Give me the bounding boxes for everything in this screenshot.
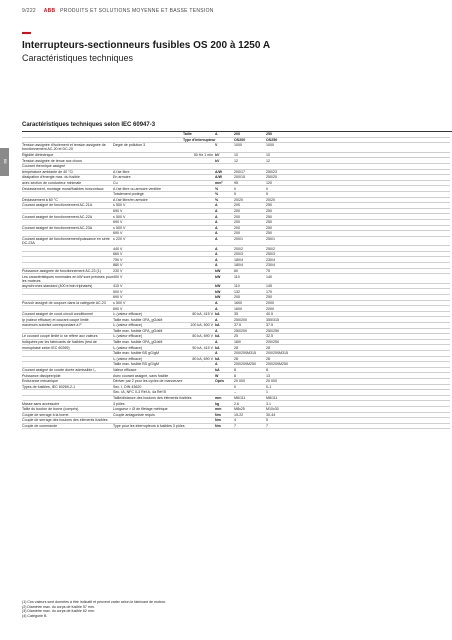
table-cell: 230/4 xyxy=(266,257,450,263)
table-cell: A xyxy=(215,219,234,225)
table-cell: Dériver par 2 pour les cycles de manoeuvre xyxy=(113,379,183,384)
table-cell: mm² xyxy=(215,180,234,186)
table-cell: 2000 xyxy=(266,306,450,312)
footnote: (2) Diamètre max. du corps de fusible 57 mm. xyxy=(22,604,95,609)
table-cell: Iₚ (valeur efficace) xyxy=(113,345,183,351)
table-cell: Opés xyxy=(215,378,234,384)
table-cell: A xyxy=(215,362,234,368)
table-cell: 250/200 xyxy=(234,317,266,323)
table-cell: 230 V xyxy=(113,268,183,274)
table-cell: 1600 xyxy=(234,306,266,312)
table-cell: Couple antagoniste requis xyxy=(113,412,183,418)
accent-bar xyxy=(22,32,31,34)
table-cell: 180/4 xyxy=(234,263,266,269)
table-cell: kg xyxy=(215,401,234,407)
table-cell: A xyxy=(215,306,234,312)
table-cell: 80 kA, 690 V xyxy=(183,334,215,340)
table-cell: mm xyxy=(215,406,234,412)
table-cell: A xyxy=(215,257,234,263)
table-cell: température ambiante de 40 °C/ xyxy=(22,169,113,175)
table-cell: Courant assigné de fonctionnement AC-21A xyxy=(22,203,113,209)
table-cell: Déclassement, montage mural/fusibles horizontaux xyxy=(22,186,113,192)
table-cell: 20 000 xyxy=(266,378,450,384)
table-cell: 8 xyxy=(234,367,266,373)
table-cell: kA xyxy=(215,323,234,329)
table-cell: Couple de serrage à la borne xyxy=(22,412,113,418)
table-cell: Sec. I, DIN 43620 xyxy=(113,384,183,390)
table-cell: Valeur efficace xyxy=(113,367,183,373)
table-cell: 32.5 xyxy=(266,334,450,340)
table-cell: kV xyxy=(215,158,234,164)
table-cell: A xyxy=(215,251,234,257)
table-cell: 690 V xyxy=(113,295,183,301)
table-cell: 250/3 xyxy=(266,251,450,257)
table-cell: 200/200M250 xyxy=(234,362,266,368)
table-cell: Totalement protégé xyxy=(113,191,183,197)
brand-logo: ABB xyxy=(43,8,56,14)
table-cell: asynchrones standard (400 tr/min triphasés) xyxy=(22,283,113,289)
table-cell: Type pour les interrupteurs à fusibles 3 pôles xyxy=(113,423,185,428)
table-cell: mm xyxy=(215,395,234,401)
table-cell: 690 V xyxy=(113,306,183,312)
table-cell: Longueur × Ø de filetage métrique xyxy=(113,406,183,412)
table-cell: 200/200M315 xyxy=(266,350,450,356)
table-cell: Courant assigné de fonctionnement AC-22A xyxy=(22,214,113,220)
table-cell: 200/17 xyxy=(234,169,266,175)
table-cell: 230/4 xyxy=(266,263,450,269)
table-cell: Taille xyxy=(183,132,215,137)
table-cell: A l'air libre ou armoire ventilée xyxy=(113,186,183,192)
table-cell: 170 xyxy=(266,289,450,295)
table-cell: 200/3 xyxy=(234,251,266,257)
table-cell: Type d'interrupteur xyxy=(183,137,216,142)
table-cell: 200 xyxy=(234,225,266,231)
table-cell: Taille max. fusible BS gG/gM xyxy=(113,350,183,356)
table-cell: 28 xyxy=(266,356,450,362)
table-cell: 250 xyxy=(266,295,450,301)
table-cell: ≤ 500 V xyxy=(113,300,183,306)
table-cell: Nm xyxy=(215,423,234,429)
table-cell: 120 xyxy=(266,180,450,186)
table-cell: A xyxy=(215,339,234,345)
table-cell: M8/111 xyxy=(266,395,450,401)
table-cell: kA xyxy=(215,367,234,373)
table-cell: 200 xyxy=(234,219,266,225)
table-cell: 250 xyxy=(266,225,450,231)
table-cell: 400 V xyxy=(113,274,183,284)
footnote: (1) Ces valeurs sont données à titre indicatif et peuvent varier selon le fabricant de moteur. xyxy=(22,600,167,604)
table-cell: Taille du bouton de borne (compris) xyxy=(22,406,113,412)
table-cell: ≤ 500 V xyxy=(113,225,183,231)
table-cell: Iₚ (valeur efficace) xyxy=(113,356,183,362)
table-cell: Iₚ (valeur efficace) xyxy=(113,311,183,317)
footnote: (4) Catégorie B. xyxy=(22,613,48,618)
table-cell: 200 xyxy=(234,231,266,237)
table-cell: 95 xyxy=(234,180,266,186)
table-row xyxy=(22,274,450,284)
table-cell: 4 xyxy=(234,418,266,424)
table-cell: Taille max. fusible BS gG/gM xyxy=(113,362,183,368)
table-cell: 200 xyxy=(234,132,266,137)
table-cell: 200 xyxy=(234,203,266,209)
table-cell: dissipation d'énergie max. du fusible xyxy=(22,175,113,181)
table-row xyxy=(22,423,450,429)
table-cell: A/W xyxy=(215,175,234,181)
table-cell: indiquées par les fabricants de fusibles (test de xyxy=(22,339,113,345)
page-title: Interrupteurs-sectionneurs fusibles OS 200 à 1250 A xyxy=(22,40,271,51)
table-cell: % xyxy=(215,197,234,203)
table-cell: 250 xyxy=(266,214,450,220)
table-cell: 80 kA, 415 V xyxy=(183,311,215,317)
table-cell: 880 V xyxy=(113,263,183,269)
table-cell: 2000 xyxy=(266,300,450,306)
footnotes xyxy=(22,600,166,618)
table-cell: kW xyxy=(215,289,234,295)
table-cell: A xyxy=(215,225,234,231)
table-cell: 0 xyxy=(234,186,266,192)
table-cell: 40.5 xyxy=(266,311,450,317)
table-cell: Taille max. fusible OFA_gG/aM xyxy=(113,328,183,334)
table-cell: 250 xyxy=(266,231,450,237)
table-cell: 50 Hz 1 min xyxy=(183,152,215,158)
table-cell: 440 V xyxy=(113,246,183,252)
table-cell: monophasé selon IEC 60269) xyxy=(22,345,113,351)
page-subtitle: Caractéristiques techniques xyxy=(22,53,134,63)
table-cell: Iₚ (valeur efficace) xyxy=(113,334,183,340)
table-cell: 15-22 xyxy=(234,412,266,418)
table-cell: 3 pôles xyxy=(113,401,183,407)
table-cell: 5 xyxy=(266,418,450,424)
table-cell: 750 V xyxy=(113,257,183,263)
table-cell: A xyxy=(215,246,234,252)
table-cell: 200 xyxy=(234,214,266,220)
table-cell: 8 xyxy=(266,367,450,373)
table-cell: 132 xyxy=(234,289,266,295)
table-cell: Avec courant assigné, sans fusible xyxy=(113,373,183,379)
table-cell: A xyxy=(215,300,234,306)
table-cell: Taille/distance des boulons des éléments fusibles xyxy=(113,396,192,401)
table-cell: 75 xyxy=(266,268,450,274)
table-cell: 8 xyxy=(234,373,266,379)
table-cell: OS200 xyxy=(234,137,266,143)
table-cell: Ip (valeur efficace) et courant coupé limité xyxy=(22,317,113,323)
table-cell: 37.5 xyxy=(266,323,450,329)
table-cell: kV xyxy=(215,152,234,158)
footnote: (3) Diamètre max. du corps de fusible 62 mm. xyxy=(22,609,95,614)
table-cell: 200/200M250 xyxy=(266,362,450,368)
table-cell: 200/1 xyxy=(234,236,266,246)
table-cell: 145 xyxy=(266,283,450,289)
table-cell: 355/315 xyxy=(266,317,450,323)
table-cell: ≤ 500 V xyxy=(113,203,183,209)
table-cell: Tension assignée d'isolement et tension assignée de fonctionnement AC-20 et DC-20 xyxy=(22,143,113,153)
table-cell: ≤ 220 V xyxy=(113,236,183,246)
spec-table xyxy=(22,132,450,429)
table-cell: A l'air libre/en armoire xyxy=(113,197,183,203)
table-cell: kW xyxy=(215,283,234,289)
chapter-tab-label: 03 xyxy=(2,159,8,164)
table-cell: Couple de commande xyxy=(22,423,113,429)
table-cell: Courant assigné de court-circuit conditionnel xyxy=(22,311,113,317)
table-cell: % xyxy=(215,191,234,197)
table-cell: % xyxy=(215,186,234,192)
table-cell: A xyxy=(215,231,234,237)
table-cell: Déclassement à 60 °C xyxy=(22,197,113,203)
table-cell: Puissance assignée de fonctionnement AC-23 (1) xyxy=(22,268,113,274)
table-cell: M8x25 xyxy=(234,406,266,412)
table-cell: Masse sans accessoire xyxy=(22,401,113,407)
table-cell: A xyxy=(215,132,234,137)
table-cell: 690 V xyxy=(113,231,183,237)
table-cell: ≤ 500 V xyxy=(113,214,183,220)
table-cell: kW xyxy=(215,274,234,284)
table-cell: A xyxy=(215,203,234,209)
table-cell: Pouvoir assigné de coupure dans la catégorie AC-23 xyxy=(22,300,113,306)
page-number: 9/222 xyxy=(22,8,37,14)
table-cell: 250 xyxy=(266,203,450,209)
table-cell: maximum autorisé correspondant à I² xyxy=(22,323,113,329)
table-cell: Courant assigné de fonctionnement/puissance en série DC-23A xyxy=(22,236,113,246)
table-cell: 110 xyxy=(234,274,266,284)
table-cell: Courant assigné de courte durée admissible I₂ xyxy=(22,367,113,373)
table-cell: Courant assigné de fonctionnement AC-23A xyxy=(22,225,113,231)
table-cell: 5 xyxy=(234,191,266,197)
table-cell: M6/111 xyxy=(234,395,266,401)
table-cell: 200/250 xyxy=(266,339,450,345)
table-cell: 110 xyxy=(234,283,266,289)
table-cell: 250/23 xyxy=(266,169,450,175)
table-cell: A xyxy=(215,208,234,214)
table-cell: 7 xyxy=(234,423,266,429)
table-cell: 1000 xyxy=(266,143,450,153)
table-cell: 415 V xyxy=(113,283,183,289)
table-cell: 25 xyxy=(234,334,266,340)
table-cell: 200/2 xyxy=(234,246,266,252)
table-cell: A/W xyxy=(215,169,234,175)
table-cell: A xyxy=(215,236,234,246)
table-cell: A xyxy=(215,263,234,269)
table-cell: Sec. IA, NFC 0-3 Réf A, 4a Réf B xyxy=(113,390,183,396)
table-cell: 10 xyxy=(266,152,450,158)
table-cell: 12 xyxy=(266,158,450,164)
table-cell xyxy=(183,274,215,284)
table-cell: 180/4 xyxy=(234,257,266,263)
table-cell: Cu xyxy=(113,180,183,186)
table-cell: 50 kA, 415 V xyxy=(183,345,215,351)
table-cell: 200 xyxy=(234,295,266,301)
table-cell: 20/20 xyxy=(266,197,450,203)
table-cell: 20 000 xyxy=(234,378,266,384)
table-cell: En armoire xyxy=(113,175,183,181)
table-cell: A xyxy=(215,328,234,334)
table-cell: 20/20 xyxy=(234,197,266,203)
table-cell xyxy=(183,236,215,246)
table-cell: 500 V xyxy=(113,289,183,295)
table-cell: 690 V xyxy=(113,208,183,214)
table-cell: 690 V xyxy=(113,219,183,225)
table-cell: 3.1 xyxy=(266,401,450,407)
table-row xyxy=(22,143,450,153)
table-row xyxy=(22,236,450,246)
table-cell: Le courant coupé limité Ic se réfère aux valeurs xyxy=(22,334,113,340)
table-cell: kA xyxy=(215,345,234,351)
table-cell: 200/200M315 xyxy=(234,350,266,356)
table-cell: 250/250 xyxy=(266,328,450,334)
table-cell: 100 kA, 500 V xyxy=(183,323,215,329)
table-cell: A xyxy=(215,317,234,323)
table-cell: Iₚ (valeur efficace) xyxy=(113,323,183,329)
table-cell: Endurance mécanique xyxy=(22,378,113,384)
table-cell: Nm xyxy=(215,418,234,424)
table-cell: Taille max. fusible OFA_gG/aM xyxy=(113,317,183,323)
table-cell: 60 xyxy=(234,268,266,274)
chapter-tab[interactable] xyxy=(0,148,9,176)
table-cell: 250/200 xyxy=(234,328,266,334)
table-cell: 7 xyxy=(266,423,450,429)
table-cell: 10 xyxy=(234,152,266,158)
table-cell: A xyxy=(215,350,234,356)
table-cell: 250/20 xyxy=(266,175,450,181)
table-cell: 250 xyxy=(266,132,450,137)
table-cell: 250/1 xyxy=(266,236,450,246)
table-cell: 0 xyxy=(266,186,450,192)
table-cell: kA xyxy=(215,334,234,340)
table-cell: 200/15 xyxy=(234,175,266,181)
table-cell: 28 xyxy=(266,345,450,351)
table-cell: 13 xyxy=(266,373,450,379)
page-header xyxy=(22,8,214,14)
table-cell: – xyxy=(234,390,266,396)
table-cell: avec section de conducteur minimale xyxy=(22,180,113,186)
table-cell: Puissance dissipée/pôle xyxy=(22,373,113,379)
table-cell: M10x30 xyxy=(266,406,450,412)
table-cell: 1 xyxy=(266,390,450,396)
table-cell: A xyxy=(215,214,234,220)
table-cell xyxy=(183,143,215,153)
table-cell: kA xyxy=(215,311,234,317)
header-section: PRODUITS ET SOLUTIONS MOYENNE ET BASSE TENSION xyxy=(60,8,214,14)
table-cell: V xyxy=(215,143,234,153)
table-cell: 250 xyxy=(266,219,450,225)
table-cell: Types de fusibles, IEC 60269-2-1 xyxy=(22,384,113,390)
table-cell: 140 xyxy=(266,274,450,284)
section-title: Caractéristiques techniques selon IEC 60947-3 xyxy=(22,122,156,128)
table-cell: 28 xyxy=(234,356,266,362)
table-cell: 1600 xyxy=(234,300,266,306)
table-cell: 200 xyxy=(234,208,266,214)
table-cell: 0 xyxy=(234,384,266,390)
table-cell: OS250 xyxy=(266,137,450,143)
table-cell: Tension assignée de tenue aux chocs xyxy=(22,158,113,164)
table-cell: 80 kA, 690 V xyxy=(183,356,215,362)
table-cell: 2.6 xyxy=(234,401,266,407)
table-cell: kW xyxy=(215,295,234,301)
table-cell: Courant thermique assigné xyxy=(22,163,113,169)
table-cell: 37.5 xyxy=(234,323,266,329)
table-cell: 160/ xyxy=(234,339,266,345)
table-cell: Degré de pollution 3 xyxy=(113,143,183,153)
table-cell: Nm xyxy=(215,412,234,418)
table-cell: Couple de serrage des boulons des éléments fusibles xyxy=(22,418,113,424)
table-cell xyxy=(183,423,215,429)
table-cell: 250/2 xyxy=(266,246,450,252)
table-cell: 250 xyxy=(266,208,450,214)
table-cell: Taille max. fusible OFA_gG/aM xyxy=(113,339,183,345)
table-cell: A l'air libre xyxy=(113,169,183,175)
table-cell: Les caractéristiques nominales en kW sont précises pour les moteurs xyxy=(22,274,113,283)
table-cell: 12 xyxy=(234,158,266,164)
table-cell: 5 xyxy=(266,191,450,197)
table-cell: kW xyxy=(215,268,234,274)
table-cell: 35 xyxy=(234,311,266,317)
table-cell: 0-1 xyxy=(266,384,450,390)
table-cell: 1000 xyxy=(234,143,266,153)
table-cell: 660 V xyxy=(113,251,183,257)
table-cell: W xyxy=(215,373,234,379)
table-cell: 28 xyxy=(234,345,266,351)
table-cell: kA xyxy=(215,356,234,362)
table-cell: Rigidité diélectrique xyxy=(22,152,113,158)
table-cell: 30-44 xyxy=(266,412,450,418)
